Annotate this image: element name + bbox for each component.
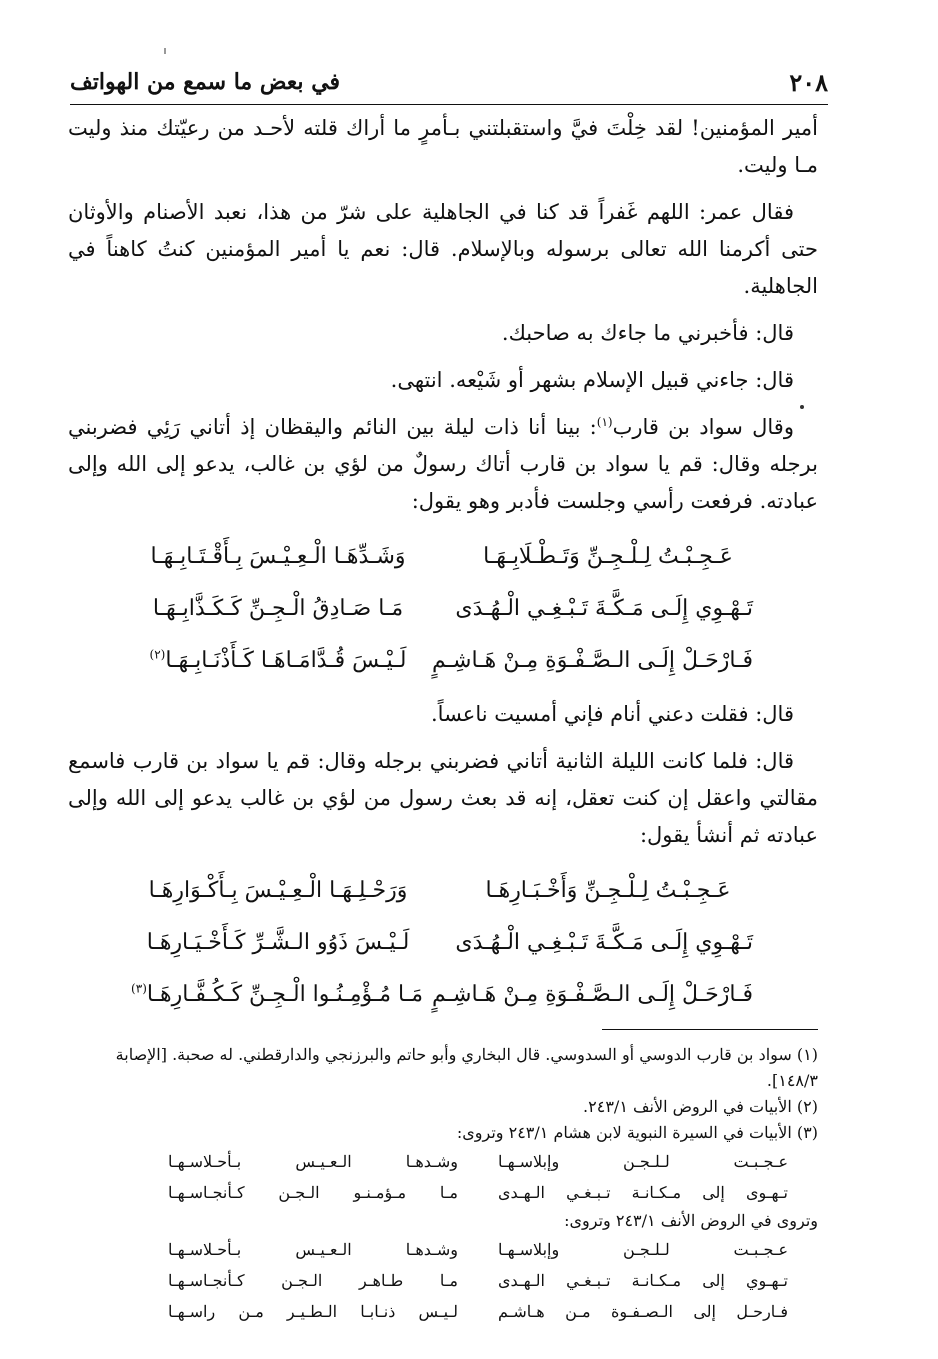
paragraph: قال: فقلت دعني أنام فإني أمسيت ناعساً. xyxy=(431,702,794,726)
verse-line xyxy=(68,530,818,582)
footnote-verse-second: مـا مـؤمـنـو الـجـن كـأنجـاسـهـا xyxy=(168,1182,458,1202)
paragraph-text: وقال سواد بن قارب xyxy=(612,415,794,439)
footnote-ref[interactable]: (٢) xyxy=(149,647,166,662)
running-title: في بعض ما سمع من الهواتف xyxy=(70,69,341,95)
footnote-ref[interactable]: (٣) xyxy=(131,981,147,996)
verse-first-hemistich: تَـهْـوِي إِلَـى مَـكَّـةَ تَـبْـغِـي الْـهُـدَى xyxy=(455,595,753,621)
paragraph: فقال عمر: اللهم غَفراً قد كنا في الجاهلية على شرّ من هذا، نعبد الأصنام والأوثان حتى أكرمنا الله تعالى برسوله وبالإسلام. قال: نعم يا أمير المؤمنين كنتُ كاهناً في الجاهلية. xyxy=(68,200,818,298)
footnote-verse-second: وشـدهـا الـعـيـس بـأحـلاسـهـا xyxy=(168,1239,458,1259)
footnote-verse-second: وشـدهـا الـعـيـس بـأحـلاسـهـا xyxy=(168,1151,458,1171)
verse-first-hemistich: فَـارْحَـلْ إِلَـى الـصَّـفْـوَةِ مِـنْ هَـاشِـمٍ xyxy=(431,981,753,1007)
footnote-ref[interactable]: (١) xyxy=(596,415,613,429)
hemistich-text: لَـيْـسَ ذَوُو الـشَّـرِّ كَـأَخْـيَـارِهَـا xyxy=(146,929,410,955)
hemistich-text: وَرَحْـلِـهَـا الْـعِـيْـسَ بِـأَكْـوَارِهَـا xyxy=(148,877,408,903)
footnote-verse-first: فـارحـل إلى الـصـفـوة مـن هـاشـم xyxy=(498,1301,788,1321)
hemistich-text: لَـيْـسَ قُـدَّامَـاهَـا كَـأَذْنَـابِـهَـا xyxy=(165,647,407,673)
verse-second-hemistich xyxy=(133,642,423,679)
footnote-verse-first: عـجـبـت لـلـجـن وإبلاسـهـا xyxy=(498,1239,788,1259)
paragraph: قال: فلما كانت الليلة الثانية أتاني فضربني برجله وقال: قم يا سواد بن قارب فاسمع مقالتي واعقل إن كنت تعقل، إنه قد بعث رسول من لؤي بن غالب يدعو إلى الله وإلى عبادته ثم أنشأ يقول: xyxy=(68,749,818,847)
footnote-verse-first: تـهـوي إلى مـكـانـة تـبـغـي الـهـدى xyxy=(498,1270,788,1290)
verse-first-hemistich: عَـجِـبْـتُ لِـلْـجِـنِّ وَتَـطْـلَابِـهَـا xyxy=(483,543,733,569)
footnote-separator xyxy=(602,1029,818,1030)
footnote-verse xyxy=(72,1296,818,1327)
verse-line xyxy=(68,634,818,686)
verse-line xyxy=(68,968,818,1020)
footnote-1: (١) سواد بن قارب الدوسي أو السدوسي. قال البخاري وأبو حاتم والبرزنجي والدارقطني. له صحبة. [الإصابة ١٤٨/٣]. xyxy=(115,1045,818,1090)
scan-mark xyxy=(164,48,166,54)
footnote-verse xyxy=(72,1146,818,1177)
verse-first-hemistich: تَـهْـوِي إِلَـى مَـكَّـةَ تَـبْـغِـي الْـهُـدَى xyxy=(455,929,753,955)
paragraph: أمير المؤمنين! لقد خِلْتَ فيَّ واستقبلتني بـأمرٍ ما أراك قلته لأحـد من رعيّتك منذ وليت مـا وليت. xyxy=(68,116,818,177)
paragraph-text: : بينا أنا ذات ليلة بين النائم واليقظان إذ أتاني رَئِي فضربني برجله وقال: قم يا سواد بن قارب أتاك رسولٌ من لؤي بن غالب، يدعو إلى الله وإلى عبادته. فرفعت رأسي وجلست فأدبر وهو يقول: xyxy=(68,415,818,513)
footnote-verse-first: تـهـوى إلى مـكـانـة تـبـغـي الـهـدى xyxy=(498,1182,788,1202)
footnote-verse xyxy=(72,1177,818,1208)
footnote-verse xyxy=(72,1234,818,1265)
poem-1 xyxy=(68,530,818,686)
paragraph xyxy=(68,409,818,520)
footnote-3: (٣) الأبيات في السيرة النبوية لابن هشام ٢٤٣/١ وتروى: xyxy=(456,1123,818,1142)
verse-line xyxy=(68,916,818,968)
main-text xyxy=(68,110,818,1030)
page-number: ٢٠٨ xyxy=(789,67,828,97)
footnote-verse-second: لـيـس ذنـابـا الـطـيـر مـن راسـهـا xyxy=(168,1301,458,1321)
footnote-verse-first: عـجـبـت لـلـجـن وإبلاسـهـا xyxy=(498,1151,788,1171)
hemistich-text: مَـا مُـؤْمِـنُـوا الْـجِـنِّ كَـكُـفَّـارِهَـا xyxy=(146,981,423,1007)
poem-2 xyxy=(68,864,818,1020)
footnote-2: (٢) الأبيات في الروض الأنف ٢٤٣/١. xyxy=(583,1097,818,1116)
paragraph: قال: فأخبرني ما جاءك به صاحبك. xyxy=(501,321,794,345)
paragraph: قال: جاءني قبيل الإسلام بشهر أو شَيْعه. انتهى. xyxy=(390,368,794,392)
verse-line xyxy=(68,864,818,916)
verse-first-hemistich: عَـجِـبْـتُ لِـلْـجِـنِّ وَأَخْـبَـارِهَـا xyxy=(485,877,731,903)
hemistich-text: وَشَـدِّهَـا الْـعِـيْـسَ بِـأَقْـتَـابِـهَـا xyxy=(150,543,406,569)
verse-second-hemistich xyxy=(133,590,423,627)
verse-second-hemistich xyxy=(133,976,423,1013)
hemistich-text: مَـا صَـادِقُ الْـجِـنِّ كَـكَـذَّابِـهَـا xyxy=(152,595,404,621)
footnote-3-variant: وتروى في الروض الأنف ٢٤٣/١ وتروى: xyxy=(564,1211,818,1230)
page-header xyxy=(70,60,828,105)
footnote-verse-second: مـا طـاهـر الـجـن كـأنجـاسـهـا xyxy=(168,1270,458,1290)
verse-first-hemistich: فَـارْحَـلْ إِلَـى الـصَّـفْـوَةِ مِـنْ هَـاشِـمٍ xyxy=(431,647,753,673)
verse-second-hemistich xyxy=(133,872,423,909)
footnote-verse xyxy=(72,1265,818,1296)
verse-second-hemistich xyxy=(133,924,423,961)
verse-line xyxy=(68,582,818,634)
footnotes xyxy=(72,1042,818,1327)
verse-second-hemistich xyxy=(133,538,423,575)
